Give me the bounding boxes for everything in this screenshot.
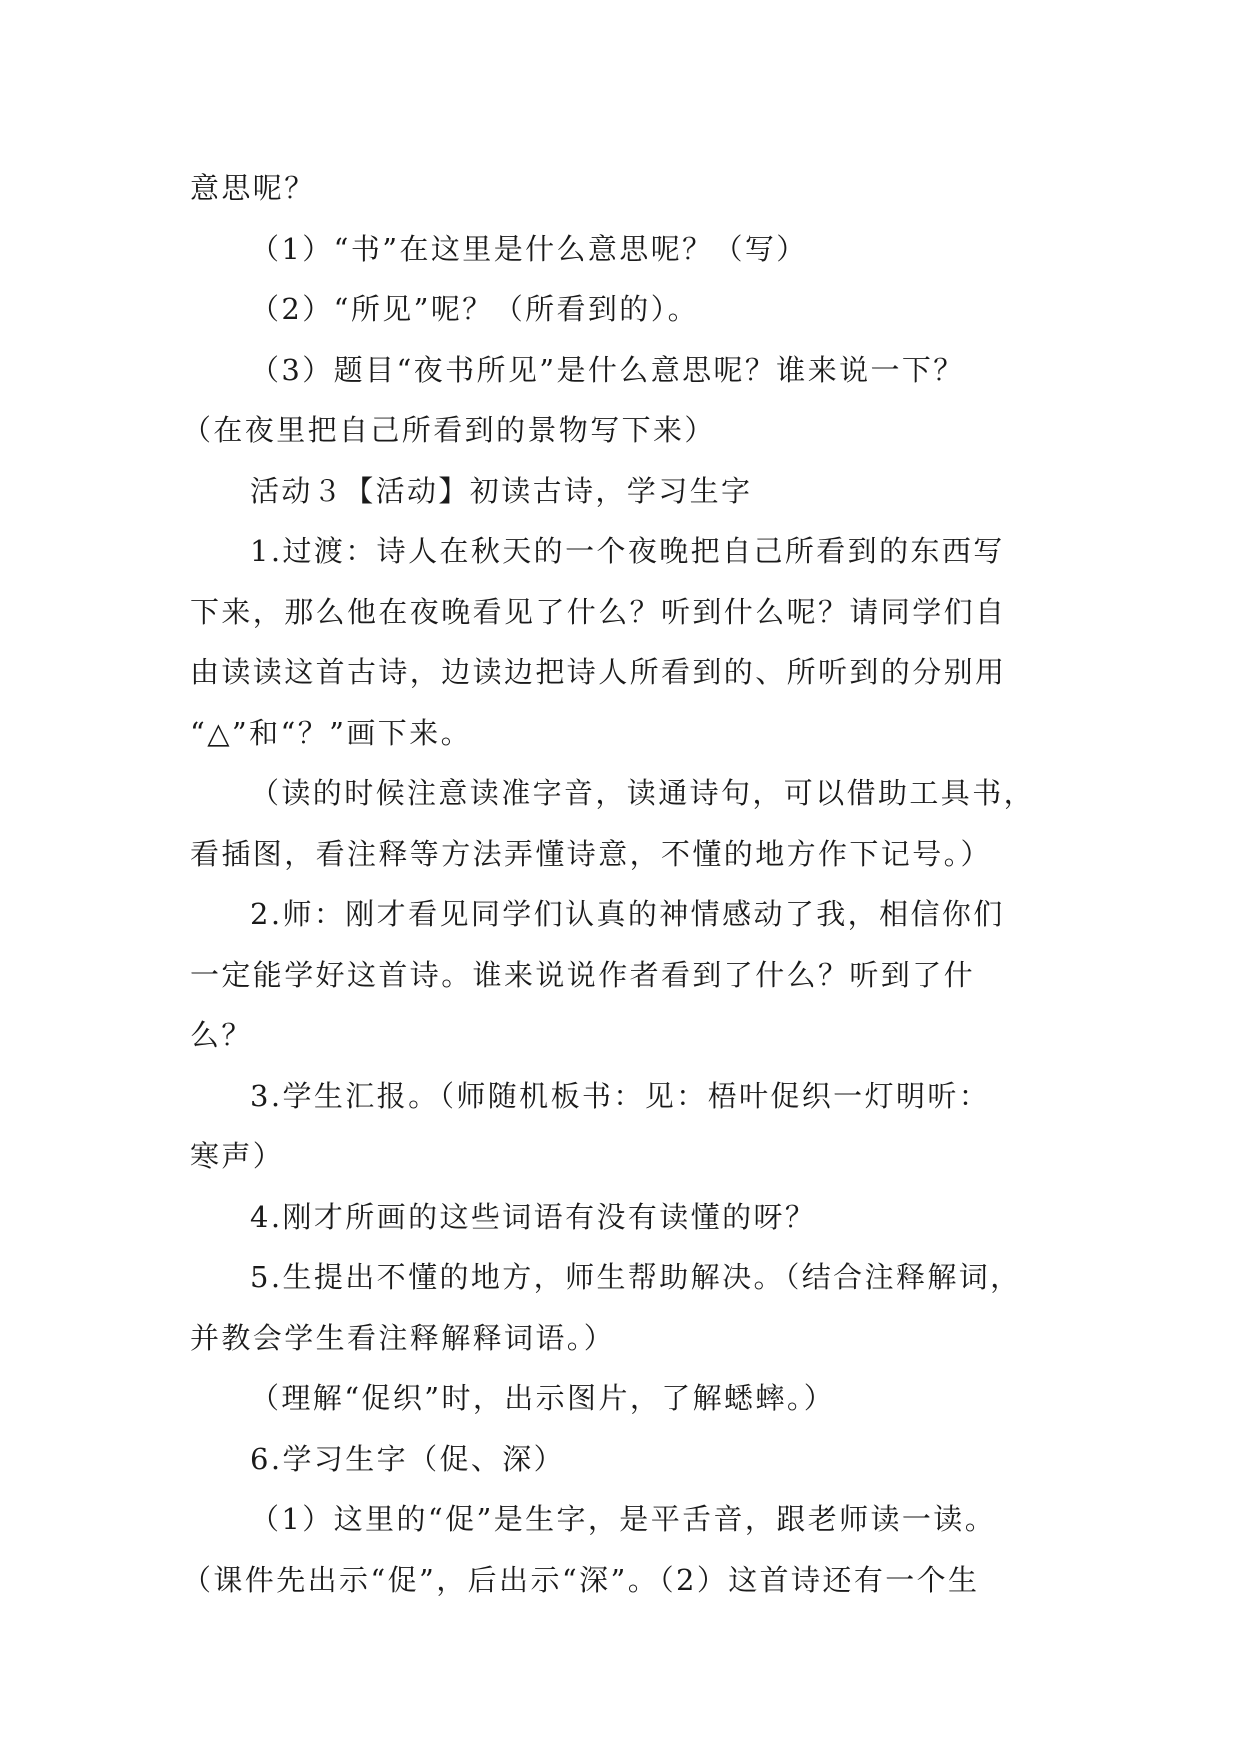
text-line: （在夜里把自己所看到的景物写下来） <box>182 413 716 447</box>
text-line: 由读读这首古诗，边读边把诗人所看到的、所听到的分别用 <box>190 655 1007 689</box>
document-body <box>182 158 1090 1610</box>
text-line: 3.学生汇报。（师随机板书：见：梧叶促织一灯明听： <box>250 1078 991 1113</box>
text-line: 并教会学生看注释解释词语。） <box>190 1320 616 1355</box>
text-line: 看插图，看注释等方法弄懂诗意，不懂的地方作下记号。） <box>190 836 992 871</box>
text-line: 5.生提出不懂的地方，师生帮助解决。（结合注释解词， <box>250 1260 1022 1294</box>
text-line: 下来，那么他在夜晚看见了什么？听到什么呢？请同学们自 <box>190 594 1007 629</box>
text-line: （1）“书”在这里是什么意思呢？（写） <box>250 231 808 266</box>
text-line: （1）这里的“促”是生字，是平舌音，跟老师读一读。 <box>250 1502 997 1536</box>
text-line: 一定能学好这首诗。谁来说说作者看到了什么？听到了什 <box>190 957 976 992</box>
text-line: （2）“所见”呢？（所看到的）。 <box>250 292 700 326</box>
text-line: 1.过渡：诗人在秋天的一个夜晚把自己所看到的东西写 <box>250 534 1005 568</box>
text-line: 4.刚才所画的这些词语有没有读懂的呀？ <box>250 1199 817 1234</box>
text-line: 活动３【活动】初读古诗，学习生字 <box>250 473 753 508</box>
text-line: 2.师：刚才看见同学们认真的神情感动了我，相信你们 <box>250 897 1005 931</box>
text-line: 寒声） <box>190 1139 285 1173</box>
text-line: （读的时候注意读准字音，读通诗句，可以借助工具书， <box>250 776 1036 810</box>
text-line: “△”和“？”画下来。 <box>190 715 473 750</box>
text-line: （课件先出示“促”，后出示“深”。（2）这首诗还有一个生 <box>182 1562 980 1597</box>
text-line: （3）题目“夜书所见”是什么意思呢？谁来说一下？ <box>250 352 965 387</box>
text-line: 么？ <box>190 1018 253 1052</box>
text-line: （理解“促织”时，出示图片，了解蟋蟀。） <box>250 1381 836 1415</box>
text-line: 意思呢？ <box>190 171 316 205</box>
text-line: 6.学习生字（促、深） <box>250 1441 566 1476</box>
